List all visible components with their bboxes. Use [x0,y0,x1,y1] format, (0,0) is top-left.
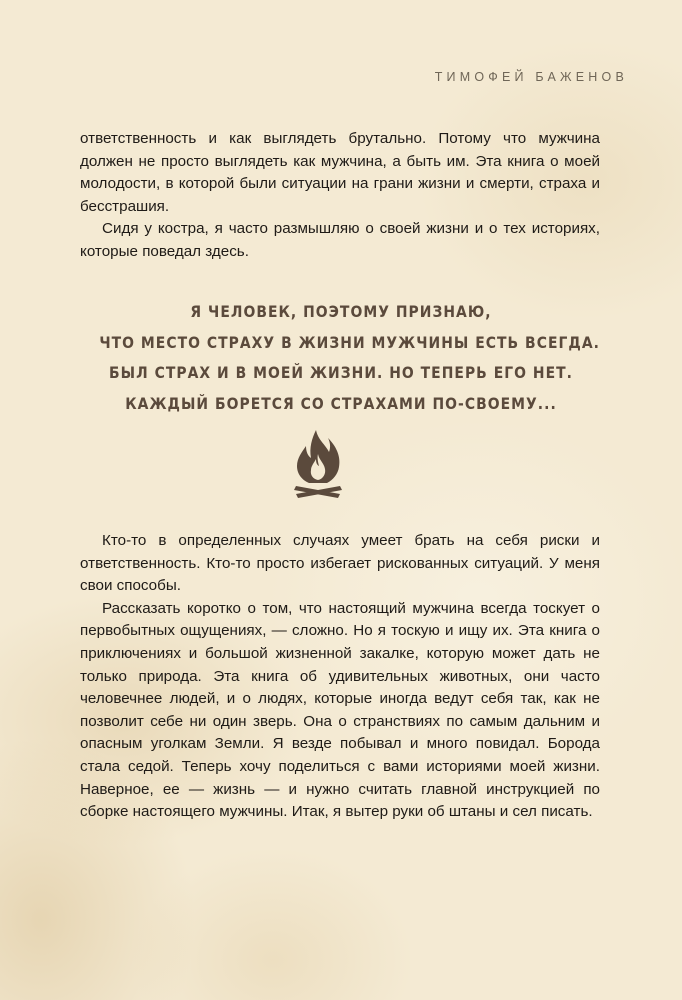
pull-quote-line: ЧТО МЕСТО СТРАХУ В ЖИЗНИ МУЖЧИНЫ ЕСТЬ ВСЕГДА. [99,332,600,352]
paragraph: Кто-то в определенных случаях умеет брать на себя риски и ответственность. Кто-то просто избегает рискованных ситуаций. У меня свои способы. [80,532,600,595]
pull-quote [99,297,600,419]
pull-quote-line: БЫЛ СТРАХ И В МОЕЙ ЖИЗНИ. НО ТЕПЕРЬ ЕГО НЕТ. [109,363,573,382]
text-block-top [80,128,600,264]
campfire-icon [292,428,344,500]
running-head-author: ТИМОФЕЙ БАЖЕНОВ [434,70,628,84]
paragraph: Сидя у костра, я часто размышляю о своей жизни и о тех историях, которые поведал здесь. [80,220,600,260]
paragraph: Рассказать коротко о том, что настоящий мужчина всегда тоскует о первобытных ощущениях, — сложно. Но я тоскую и ищу их. Эта книга о приключениях и большой жизненной закалке, которую может дать не только природа. Эта книга об удивительных животных, они часто человечнее людей, и о людях, которые иногда ведут себя так, как не позволит себе ни один зверь. Она о странствиях по самым дальним и опасным уголкам Земли. Я везде побывал и много повидал. Борода стала седой. Теперь хочу поделиться с вами историями моей жизни. Наверное, ее — жизнь — и нужно считать главной инструкцией по сборке настоящего мужчины. Итак, я вытер руки об штаны и сел писать. [80,599,600,821]
paragraph: ответственность и как выглядеть брутально. Потому что мужчина должен не просто выглядеть как мужчина, а быть им. Эта книга о моей молодости, в которой были ситуации на грани жизни и смерти, страха и бесстрашия. [80,130,600,215]
text-block-bottom [80,530,600,824]
pull-quote-line: Я ЧЕЛОВЕК, ПОЭТОМУ ПРИЗНАЮ, [190,302,492,321]
pull-quote-line: КАЖДЫЙ БОРЕТСЯ СО СТРАХАМИ ПО-СВОЕМУ... [125,393,557,413]
